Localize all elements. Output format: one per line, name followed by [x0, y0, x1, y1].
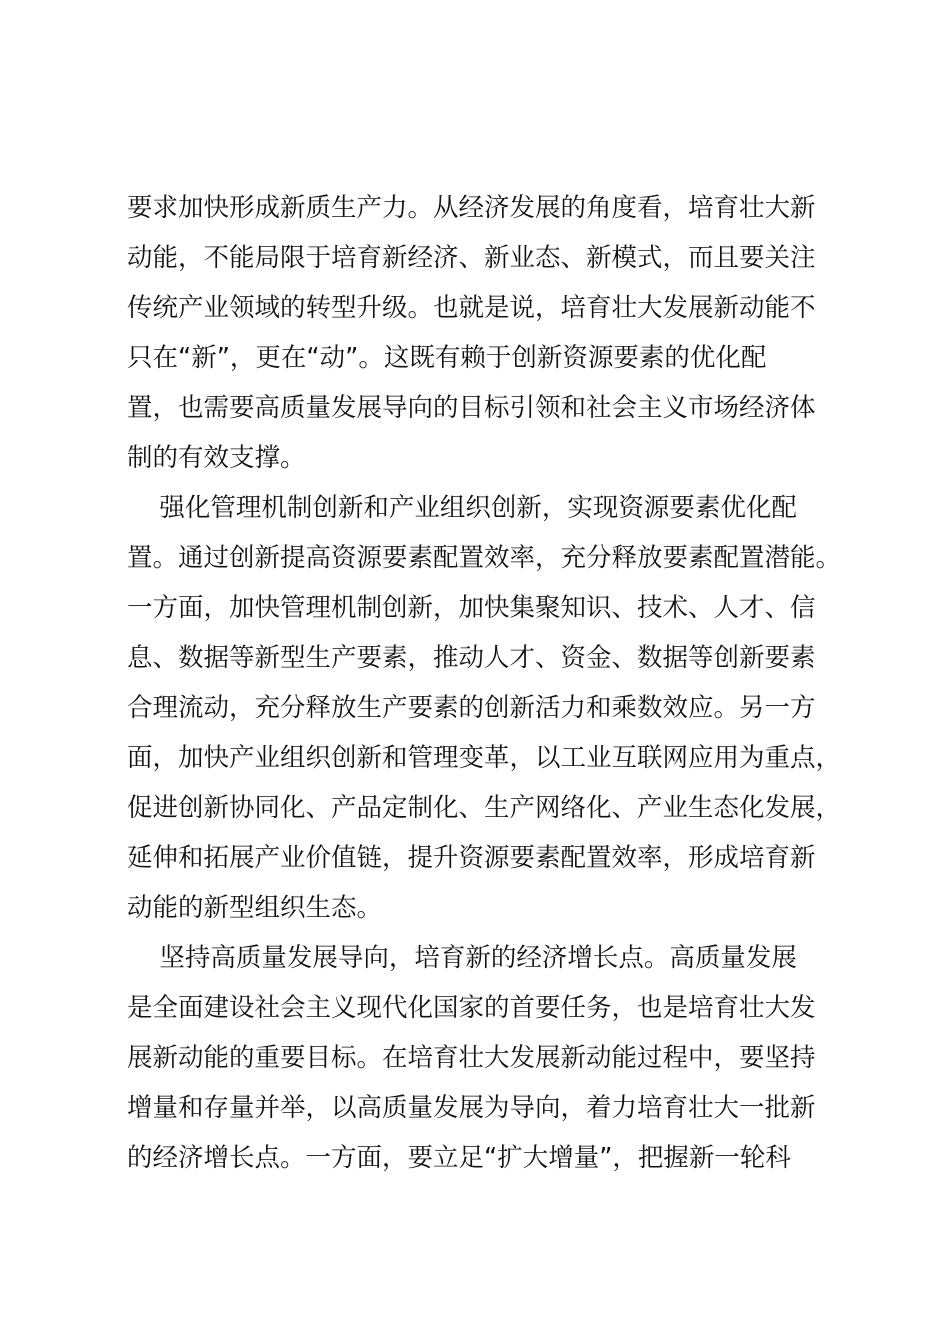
text-line: 动能，不能局限于培育新经济、新业态、新模式，而且要关注	[127, 243, 816, 273]
paragraph-3	[127, 933, 843, 1183]
text-line: 的经济增长点。一方面，要立足“扩大增量”，把握新一轮科	[127, 1143, 791, 1173]
text-line: 延伸和拓展产业价值链，提升资源要素配置效率，形成培育新	[127, 843, 816, 873]
text-line: 强化管理机制创新和产业组织创新，实现资源要素优化配	[127, 493, 797, 523]
text-line: 动能的新型组织生态。	[127, 893, 383, 923]
paragraph-1	[127, 183, 843, 483]
text-line: 增量和存量并举，以高质量发展为导向，着力培育壮大一批新	[127, 1093, 816, 1123]
text-line: 只在“新”，更在“动”。这既有赖于创新资源要素的优化配	[127, 343, 767, 373]
text-line: 促进创新协同化、产品定制化、生产网络化、产业生态化发展，	[127, 793, 842, 823]
text-line: 传统产业领域的转型升级。也就是说，培育壮大发展新动能不	[127, 293, 816, 323]
text-line: 要求加快形成新质生产力。从经济发展的角度看，培育壮大新	[127, 193, 816, 223]
text-line: 展新动能的重要目标。在培育壮大发展新动能过程中，要坚持	[127, 1043, 816, 1073]
text-line: 一方面，加快管理机制创新，加快集聚知识、技术、人才、信	[127, 593, 816, 623]
document-body	[127, 183, 843, 1183]
text-line: 制的有效支撑。	[127, 443, 306, 473]
text-line: 合理流动，充分释放生产要素的创新活力和乘数效应。另一方	[127, 693, 816, 723]
text-line: 置，也需要高质量发展导向的目标引领和社会主义市场经济体	[127, 393, 816, 423]
text-line: 面，加快产业组织创新和管理变革，以工业互联网应用为重点，	[127, 743, 842, 773]
text-line: 息、数据等新型生产要素，推动人才、资金、数据等创新要素	[127, 643, 816, 673]
text-line: 坚持高质量发展导向，培育新的经济增长点。高质量发展	[127, 943, 797, 973]
text-line: 置。通过创新提高资源要素配置效率，充分释放要素配置潜能。	[127, 543, 842, 573]
paragraph-2	[127, 483, 843, 933]
text-line: 是全面建设社会主义现代化国家的首要任务，也是培育壮大发	[127, 993, 816, 1023]
